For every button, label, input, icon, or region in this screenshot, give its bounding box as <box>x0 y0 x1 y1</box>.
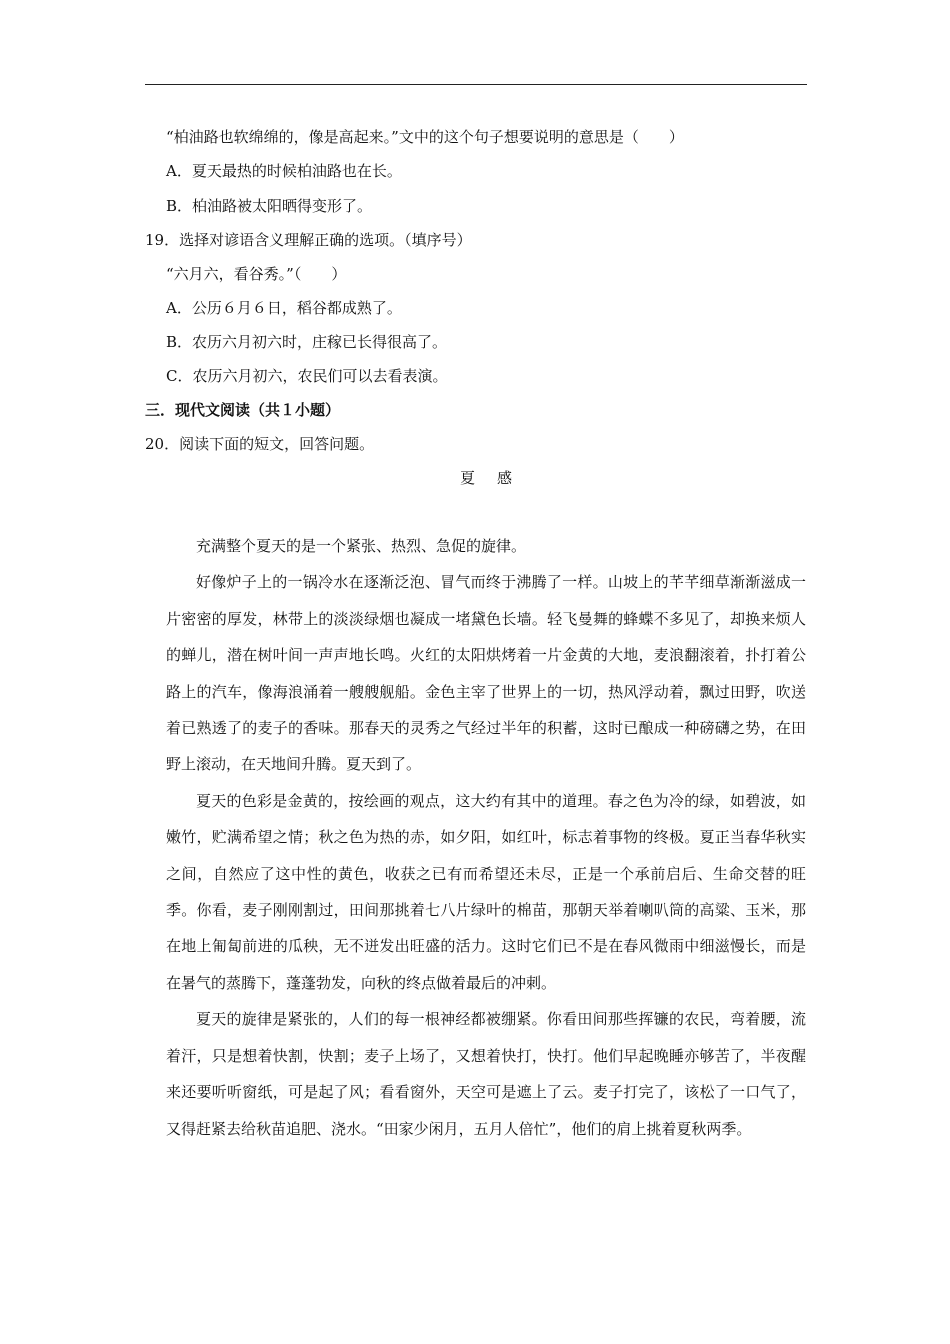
passage-paragraph: 夏天的旋律是紧张的，人们的每一根神经都被绷紧。你看田间那些挥镰的农民，弯着腰，流着汗，只是想着快割，快割；麦子上场了，又想着快打，快打。他们早起晚睡亦够苦了，半夜醒来还要听听窗纸，可是起了风；看看窗外，天空可是遮上了云。麦子打完了，该松了一口气了，又得赶紧去给秋苗追肥、浇水。“田家少闲月，五月人倍忙”，他们的肩上挑着夏秋两季。 <box>166 1010 806 1138</box>
passage-paragraph: 夏天的色彩是金黄的，按绘画的观点，这大约有其中的道理。春之色为冷的绿，如碧波，如嫩竹，贮满希望之情；秋之色为热的赤，如夕阳，如红叶，标志着事物的终极。夏正当春华秋实之间，自然应了这中性的黄色，收获之已有而希望还未尽，正是一个承前启后、生命交替的旺季。你看，麦子刚刚割过，田间那挑着七八片绿叶的棉苗，那朝天举着喇叭筒的高粱、玉米，那在地上匍匐前进的瓜秧，无不迸发出旺盛的活力。这时它们已不是在春风微雨中细滋慢长，而是在暑气的蒸腾下，蓬蓬勃发，向秋的终点做着最后的冲刺。 <box>166 791 806 992</box>
section-heading: 三．现代文阅读（共１小题） <box>145 401 341 419</box>
passage-body <box>166 528 806 1147</box>
passage-title-char-2: 感 <box>497 469 513 487</box>
q19-option-c: C．农历六月初六，农民们可以去看表演。 <box>166 367 448 385</box>
q18-option-b: B．柏油路被太阳晒得变形了。 <box>166 197 373 215</box>
q18-stem: “柏油路也软绵绵的，像是高起来。”文中的这个句子想要说明的意思是（ ） <box>166 128 684 146</box>
q19-stem: 19．选择对谚语含义理解正确的选项。（填序号） <box>145 231 472 249</box>
q19-option-b: B．农历六月初六时，庄稼已长得很高了。 <box>166 333 448 351</box>
q19-option-a: A．公历６月６日，稻谷都成熟了。 <box>166 299 402 317</box>
q20-stem: 20．阅读下面的短文，回答问题。 <box>145 435 375 453</box>
passage-title <box>460 468 512 488</box>
q18-option-a: A．夏天最热的时候柏油路也在长。 <box>166 162 402 180</box>
passage-paragraph: 充满整个夏天的是一个紧张、热烈、急促的旋律。 <box>196 537 527 555</box>
passage-paragraph: 好像炉子上的一锅冷水在逐渐泛泡、冒气而终于沸腾了一样。山坡上的芊芊细草渐渐滋成一片密密的厚发，林带上的淡淡绿烟也凝成一堵黛色长墙。轻飞曼舞的蜂蝶不多见了，却换来烦人的蝉儿，潜在树叶间一声声地长鸣。火红的太阳烘烤着一片金黄的大地，麦浪翻滚着，扑打着公路上的汽车，像海浪涌着一艘艘舰船。金色主宰了世界上的一切，热风浮动着，飘过田野，吹送着已熟透了的麦子的香味。那春天的灵秀之气经过半年的积蓄，这时已酿成一种磅礴之势，在田野上滚动，在天地间升腾。夏天到了。 <box>166 573 806 774</box>
passage-title-char-1: 夏 <box>460 469 476 487</box>
header-rule <box>145 84 807 85</box>
q19-quote: “六月六，看谷秀。”（ ） <box>166 265 347 283</box>
